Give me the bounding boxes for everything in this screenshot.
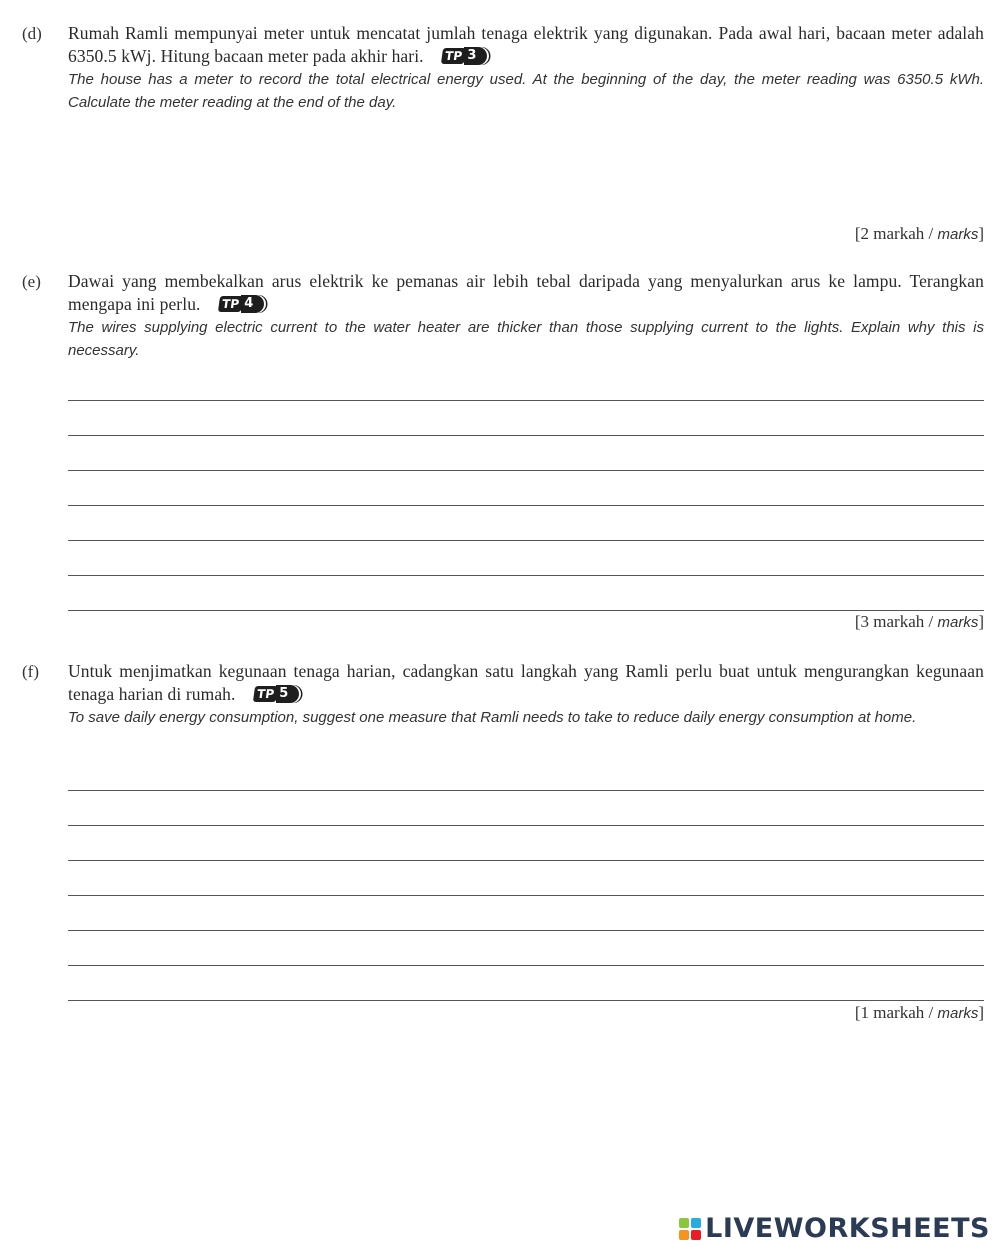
answer-line[interactable] <box>68 825 984 826</box>
tp-tag: TP <box>218 296 243 312</box>
liveworksheets-logo-icon <box>679 1218 701 1240</box>
question-f <box>22 660 984 1040</box>
answer-line[interactable] <box>68 895 984 896</box>
answer-line[interactable] <box>68 860 984 861</box>
logo-square <box>679 1218 689 1228</box>
marks-label: [2 markah / marks] <box>854 224 984 243</box>
question-text: Rumah Ramli mempunyai meter untuk mencatat jumlah tenaga elektrik yang digunakan. Pada awal hari, bacaan meter adalah 6350.5 kWj. Hitung bacaan meter pada akhir hari. <box>68 23 984 66</box>
marks-label: [3 markah / marks] <box>854 612 984 631</box>
question-text-malay <box>68 660 984 706</box>
question-d <box>22 22 984 252</box>
liveworksheets-logo <box>679 1213 990 1244</box>
logo-square <box>691 1218 701 1228</box>
tp-level-badge <box>442 46 487 66</box>
marks-label: [1 markah / marks] <box>854 1003 984 1022</box>
question-text-malay <box>68 22 984 68</box>
question-text-english: To save daily energy consumption, suggest one measure that Ramli needs to take to reduce daily energy consumption at home. <box>68 709 917 726</box>
answer-line[interactable] <box>68 400 984 401</box>
logo-square <box>679 1230 689 1240</box>
answer-line[interactable] <box>68 1000 984 1001</box>
answer-lines[interactable] <box>68 400 984 645</box>
answer-line[interactable] <box>68 540 984 541</box>
answer-line[interactable] <box>68 505 984 506</box>
tp-level: 5 <box>276 685 299 703</box>
tp-level-badge <box>219 294 264 314</box>
logo-text: LIVEWORKSHEETS <box>705 1213 990 1244</box>
question-text-english: The wires supplying electric current to the water heater are thicker than those supplying current to the lights. Explain why this is necessary. <box>68 319 984 359</box>
answer-line[interactable] <box>68 435 984 436</box>
question-text: Untuk menjimatkan kegunaan tenaga harian, cadangkan satu langkah yang Ramli perlu buat untuk mengurangkan kegunaan tenaga harian di rumah. <box>68 661 984 704</box>
question-text-english: The house has a meter to record the total electrical energy used. At the beginning of the day, the meter reading was 6350.5 kWh. Calculate the meter reading at the end of the day. <box>68 71 984 111</box>
tp-level: 4 <box>241 295 264 313</box>
answer-line[interactable] <box>68 965 984 966</box>
tp-tag: TP <box>441 48 466 64</box>
tp-level: 3 <box>464 47 487 65</box>
answer-lines[interactable] <box>68 790 984 1035</box>
question-label: (d) <box>22 24 42 43</box>
question-e <box>22 270 984 640</box>
question-text-malay <box>68 270 984 316</box>
question-label: (f) <box>22 662 39 681</box>
question-text: Dawai yang membekalkan arus elektrik ke pemanas air lebih tebal daripada yang menyalurkan arus ke lampu. Terangkan mengapa ini perlu. <box>68 271 984 314</box>
answer-line[interactable] <box>68 930 984 931</box>
answer-line[interactable] <box>68 790 984 791</box>
logo-square <box>691 1230 701 1240</box>
answer-line[interactable] <box>68 575 984 576</box>
tp-tag: TP <box>253 686 278 702</box>
answer-line[interactable] <box>68 470 984 471</box>
question-label: (e) <box>22 272 41 291</box>
tp-level-badge <box>254 684 299 704</box>
answer-line[interactable] <box>68 610 984 611</box>
